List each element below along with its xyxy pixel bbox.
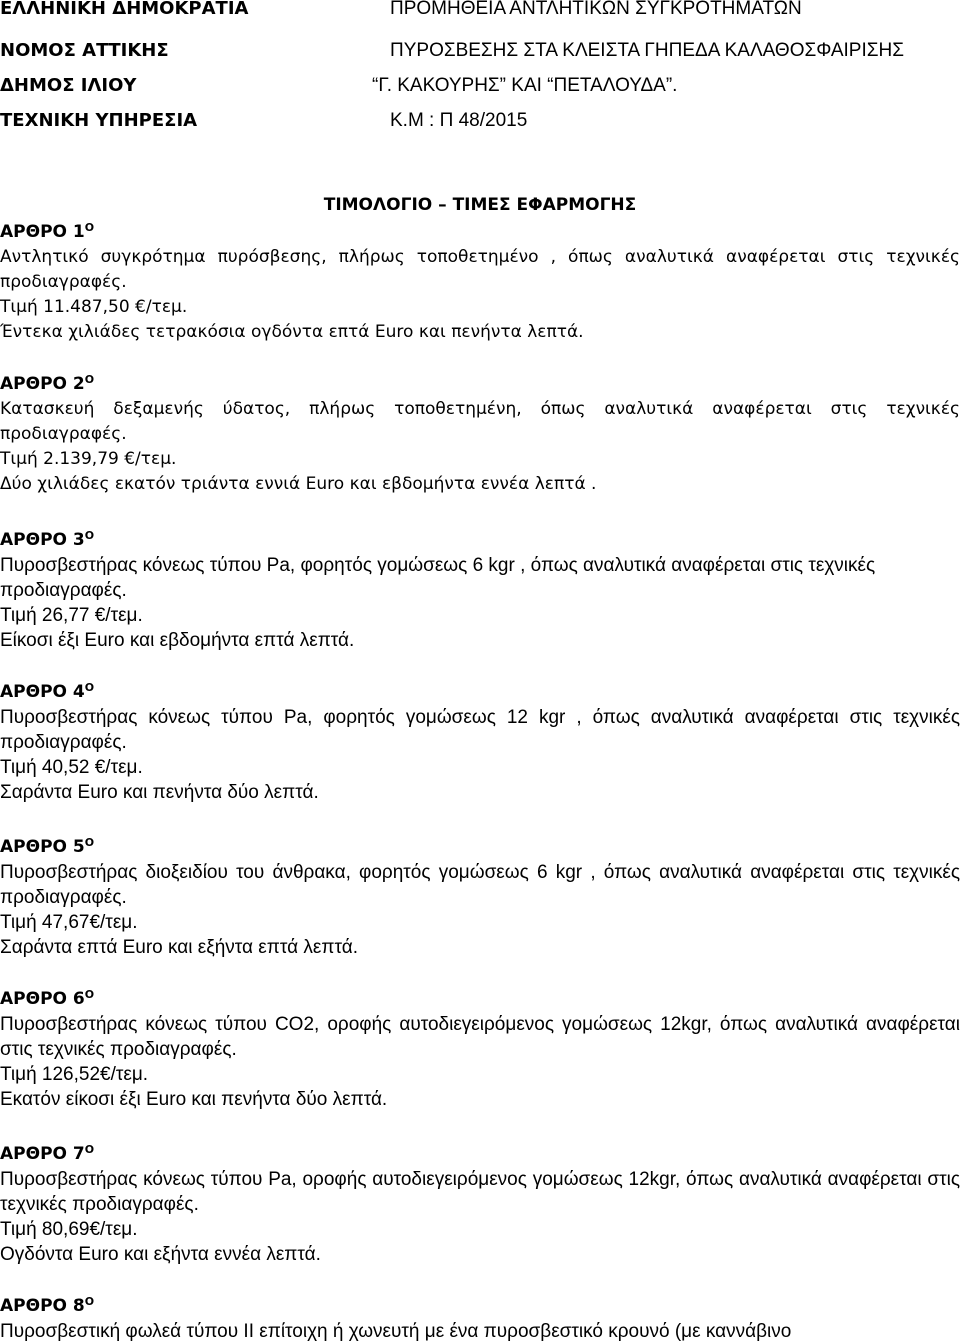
article-label: ΑΡΘΡΟ 7 xyxy=(0,1144,85,1164)
header-code: Κ.Μ : Π 48/2015 xyxy=(390,110,528,131)
header-country: ΕΛΛΗΝΙΚΗ ΔΗΜΟΚΡΑΤΙΑ xyxy=(0,0,249,19)
article-4 xyxy=(0,680,960,805)
article-7 xyxy=(0,1142,960,1267)
article-heading xyxy=(0,835,960,860)
header-row-3 xyxy=(0,73,960,99)
article-superscript: Ο xyxy=(84,988,95,1001)
article-description: Κατασκευή δεξαμενής ύδατος, πλήρως τοποθετημένη, όπως αναλυτικά αναφέρεται στις τεχνικές προδιαγραφές. xyxy=(0,399,960,444)
article-1 xyxy=(0,220,960,345)
article-heading xyxy=(0,528,960,553)
article-superscript: Ο xyxy=(84,373,95,386)
article-description: Πυροσβεστήρας κόνεως τύπου Pa, φορητός γομώσεως 6 kgr , όπως αναλυτικά αναφέρεται στις τεχνικές προδιαγραφές. xyxy=(0,555,876,601)
article-price-words: Σαράντα Euro και πενήντα δύο λεπτά. xyxy=(0,782,319,803)
article-price: Τιμή 126,52€/τεμ. xyxy=(0,1064,149,1085)
article-price: Τιμή 26,77 €/τεμ. xyxy=(0,605,143,626)
article-heading xyxy=(0,987,960,1012)
article-label: ΑΡΘΡΟ 1 xyxy=(0,222,85,242)
article-price: Τιμή 80,69€/τεμ. xyxy=(0,1219,138,1240)
article-price-words: Δύο χιλιάδες εκατόν τριάντα εννιά Euro και εβδομήντα εννέα λεπτά . xyxy=(0,474,597,494)
article-superscript: Ο xyxy=(84,221,95,234)
article-heading xyxy=(0,1142,960,1167)
article-superscript: Ο xyxy=(84,681,95,694)
header-row-4 xyxy=(0,108,960,134)
article-price-words: Εκατόν είκοσι έξι Euro και πενήντα δύο λεπτά. xyxy=(0,1089,388,1110)
article-label: ΑΡΘΡΟ 6 xyxy=(0,989,85,1009)
header-row-2 xyxy=(0,38,960,64)
header-row-1 xyxy=(0,0,960,22)
header-project-line-2: ΠΥΡΟΣΒΕΣΗΣ ΣΤΑ ΚΛΕΙΣΤΑ ΓΗΠΕΔΑ ΚΑΛΑΘΟΣΦΑΙΡΙΣΗΣ xyxy=(390,40,904,61)
header-project-line-3: “Γ. ΚΑΚΟΥΡΗΣ” ΚΑΙ “ΠΕΤΑΛΟΥΔΑ”. xyxy=(372,75,678,96)
article-5 xyxy=(0,835,960,960)
article-price-words: Σαράντα επτά Euro και εξήντα επτά λεπτά. xyxy=(0,937,358,958)
article-price-words: Έντεκα χιλιάδες τετρακόσια ογδόντα επτά Euro και πενήντα λεπτά. xyxy=(0,322,584,342)
article-heading xyxy=(0,680,960,705)
article-3 xyxy=(0,528,960,653)
document-title: ΤΙΜΟΛΟΓΙΟ – ΤΙΜΕΣ ΕΦΑΡΜΟΓΗΣ xyxy=(323,195,637,215)
header-prefecture: ΝΟΜΟΣ ΑΤΤΙΚΗΣ xyxy=(0,40,169,61)
article-price-words: Ογδόντα Euro και εξήντα εννέα λεπτά. xyxy=(0,1244,321,1265)
article-description: Αντλητικό συγκρότημα πυρόσβεσης, πλήρως τοποθετημένο , όπως αναλυτικά αναφέρεται στις τεχνικές προδιαγραφές. xyxy=(0,247,960,292)
article-price: Τιμή 47,67€/τεμ. xyxy=(0,912,138,933)
article-superscript: Ο xyxy=(84,1295,95,1308)
article-heading xyxy=(0,220,960,245)
article-heading xyxy=(0,1294,960,1319)
article-description: Πυροσβεστήρας διοξειδίου του άνθρακα, φορητός γομώσεως 6 kgr , όπως αναλυτικά αναφέρεται στις τεχνικές προδιαγραφές. xyxy=(0,862,960,908)
article-description: Πυροσβεστήρας κόνεως τύπου Pa, φορητός γομώσεως 12 kgr , όπως αναλυτικά αναφέρεται στις τεχνικές προδιαγραφές. xyxy=(0,707,960,753)
article-label: ΑΡΘΡΟ 8 xyxy=(0,1296,85,1316)
article-8 xyxy=(0,1294,960,1344)
article-superscript: Ο xyxy=(84,836,95,849)
header-project-line-1: ΠΡΟΜΗΘΕΙΑ ΑΝΤΛΗΤΙΚΩΝ ΣΥΓΚΡΟΤΗΜΑΤΩΝ xyxy=(390,0,802,19)
article-label: ΑΡΘΡΟ 5 xyxy=(0,837,85,857)
article-description: Πυροσβεστήρας κόνεως τύπου CO2, οροφής αυτοδιεγειρόμενος γομώσεως 12kgr, όπως αναλυτικά αναφέρεται στις τεχνικές προδιαγραφές. xyxy=(0,1014,960,1060)
article-label: ΑΡΘΡΟ 3 xyxy=(0,530,85,550)
article-description: Πυροσβεστική φωλεά τύπου ΙΙ επίτοιχη ή χωνευτή με ένα πυροσβεστικό κρουνό (με καννάβινο xyxy=(0,1321,792,1342)
article-superscript: Ο xyxy=(84,1143,95,1156)
article-2 xyxy=(0,372,960,497)
article-6 xyxy=(0,987,960,1112)
article-price-words: Είκοσι έξι Euro και εβδομήντα επτά λεπτά. xyxy=(0,630,355,651)
article-label: ΑΡΘΡΟ 4 xyxy=(0,682,85,702)
article-price: Τιμή 11.487,50 €/τεμ. xyxy=(0,297,188,317)
header-municipality: ΔΗΜΟΣ ΙΛΙΟΥ xyxy=(0,75,137,96)
article-superscript: Ο xyxy=(84,529,95,542)
article-price: Τιμή 2.139,79 €/τεμ. xyxy=(0,449,177,469)
header-department: ΤΕΧΝΙΚΗ ΥΠΗΡΕΣΙΑ xyxy=(0,110,198,131)
article-price: Τιμή 40,52 €/τεμ. xyxy=(0,757,143,778)
article-description: Πυροσβεστήρας κόνεως τύπου Pa, οροφής αυτοδιεγειρόμενος γομώσεως 12kgr, όπως αναλυτικά αναφέρεται στις τεχνικές προδιαγραφές. xyxy=(0,1169,960,1215)
article-label: ΑΡΘΡΟ 2 xyxy=(0,374,85,394)
article-heading xyxy=(0,372,960,397)
